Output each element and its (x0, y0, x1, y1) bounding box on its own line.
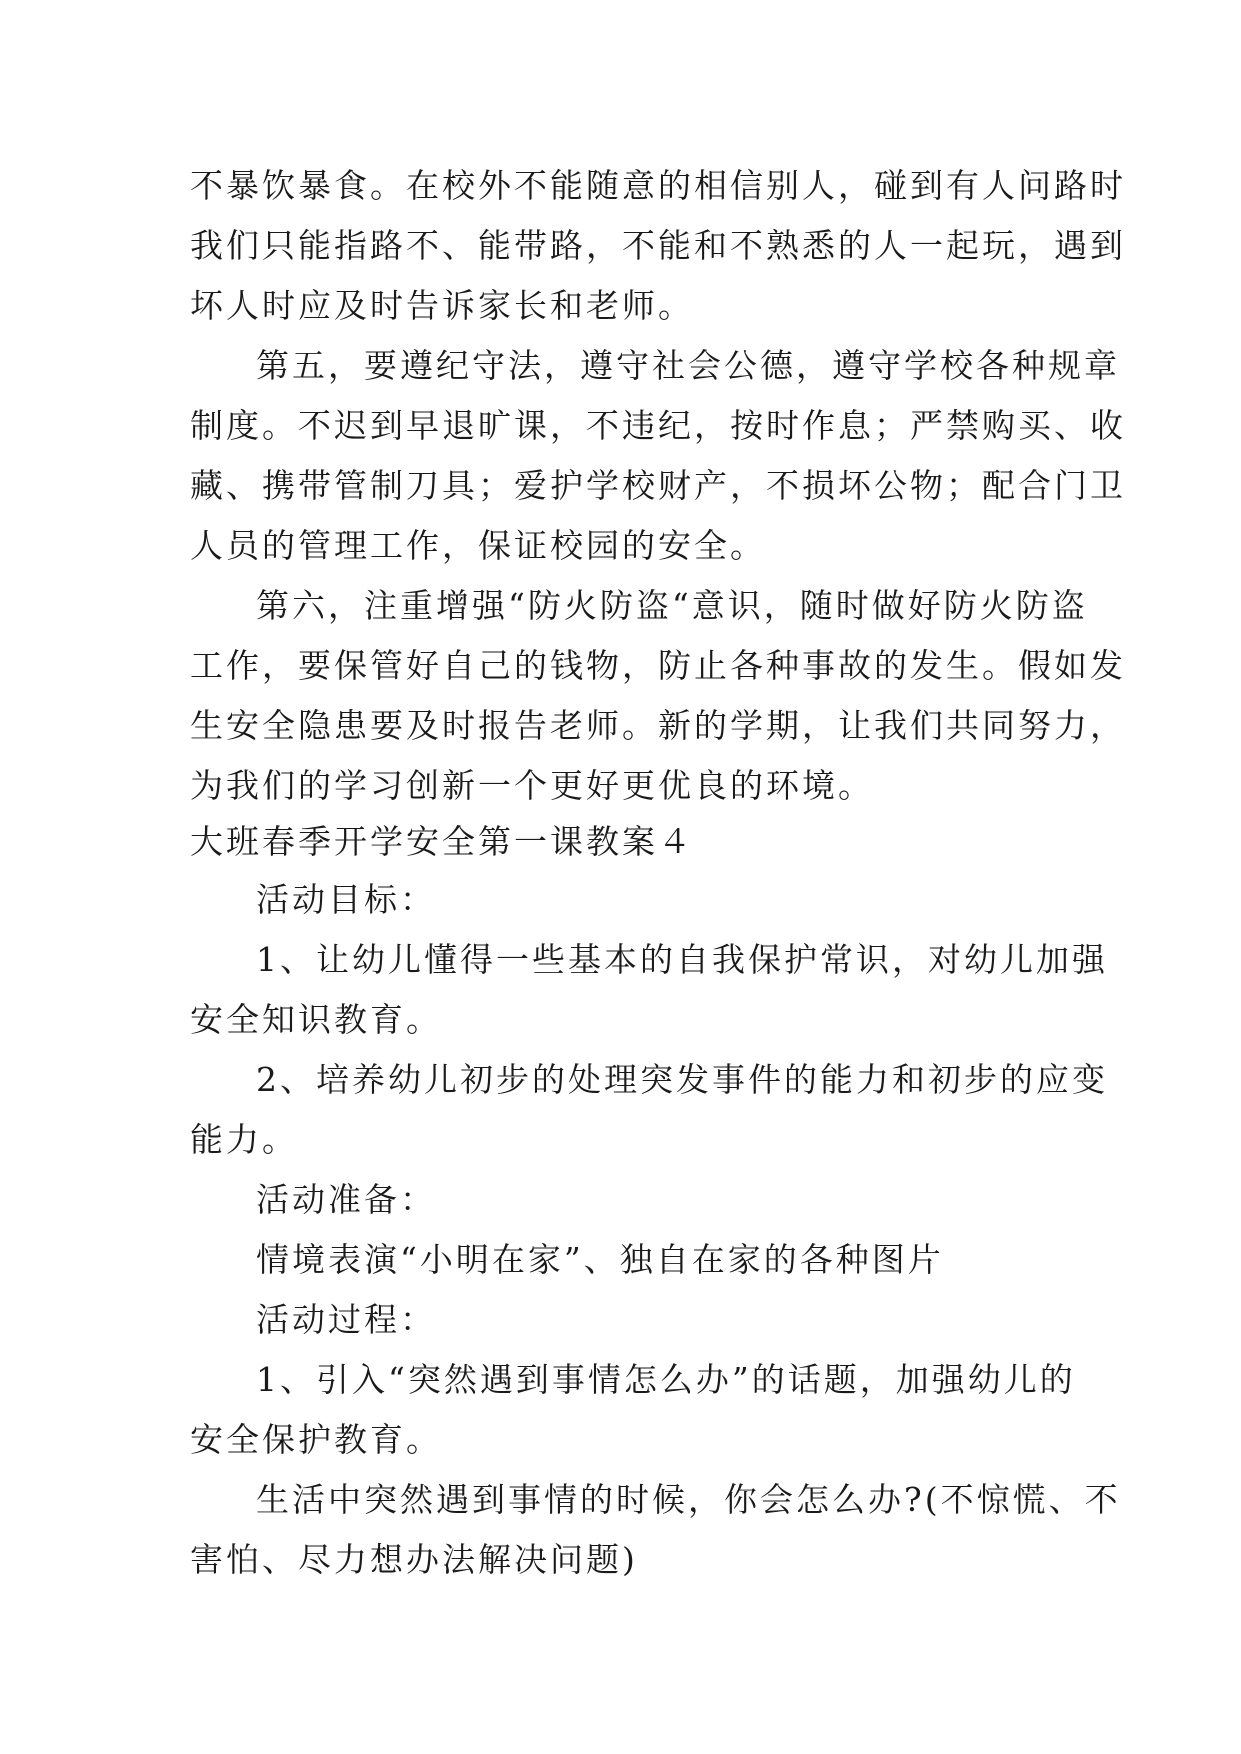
paragraph-start-line: 情境表演“小明在家”、独自在家的各种图片 (256, 1240, 944, 1279)
text-line: 藏、携带管制刀具；爱护学校财产，不损坏公物；配合门卫 (190, 466, 1126, 505)
text-line: 工作，要保管好自己的钱物，防止各种事故的发生。假如发 (190, 646, 1126, 685)
text-line: 坏人时应及时告诉家长和老师。 (190, 286, 694, 325)
paragraph-start-line: 第六，注重增强“防火防盗“意识，随时做好防火防盗 (256, 586, 1088, 625)
text-line: 生安全隐患要及时报告老师。新的学期，让我们共同努力， (190, 706, 1126, 745)
subheading: 活动准备： (256, 1180, 436, 1219)
subheading: 活动过程： (256, 1300, 436, 1339)
text-line: 害怕、尽力想办法解决问题) (190, 1540, 638, 1579)
text-line: 安全保护教育。 (190, 1420, 442, 1459)
paragraph-start-line: 1、让幼儿懂得一些基本的自我保护常识，对幼儿加强 (256, 940, 1108, 979)
paragraph-start-line: 1、引入“突然遇到事情怎么办”的话题，加强幼儿的 (256, 1360, 1076, 1399)
text-line: 为我们的学习创新一个更好更优良的环境。 (190, 766, 874, 805)
paragraph-start-line: 生活中突然遇到事情的时候，你会怎么办?(不惊慌、不 (256, 1480, 1121, 1519)
text-line: 不暴饮暴食。在校外不能随意的相信别人，碰到有人问路时 (190, 166, 1126, 205)
subheading: 活动目标： (256, 880, 436, 919)
section-heading: 大班春季开学安全第一课教案４ (190, 822, 694, 861)
paragraph-start-line: 2、培养幼儿初步的处理突发事件的能力和初步的应变 (256, 1060, 1108, 1099)
text-line: 能力。 (190, 1120, 298, 1159)
text-line: 安全知识教育。 (190, 1000, 442, 1039)
text-line: 我们只能指路不、能带路，不能和不熟悉的人一起玩，遇到 (190, 226, 1126, 265)
paragraph-start-line: 第五，要遵纪守法，遵守社会公德，遵守学校各种规章 (256, 346, 1120, 385)
text-line: 制度。不迟到早退旷课，不违纪，按时作息；严禁购买、收 (190, 406, 1126, 445)
text-line: 人员的管理工作，保证校园的安全。 (190, 526, 766, 565)
